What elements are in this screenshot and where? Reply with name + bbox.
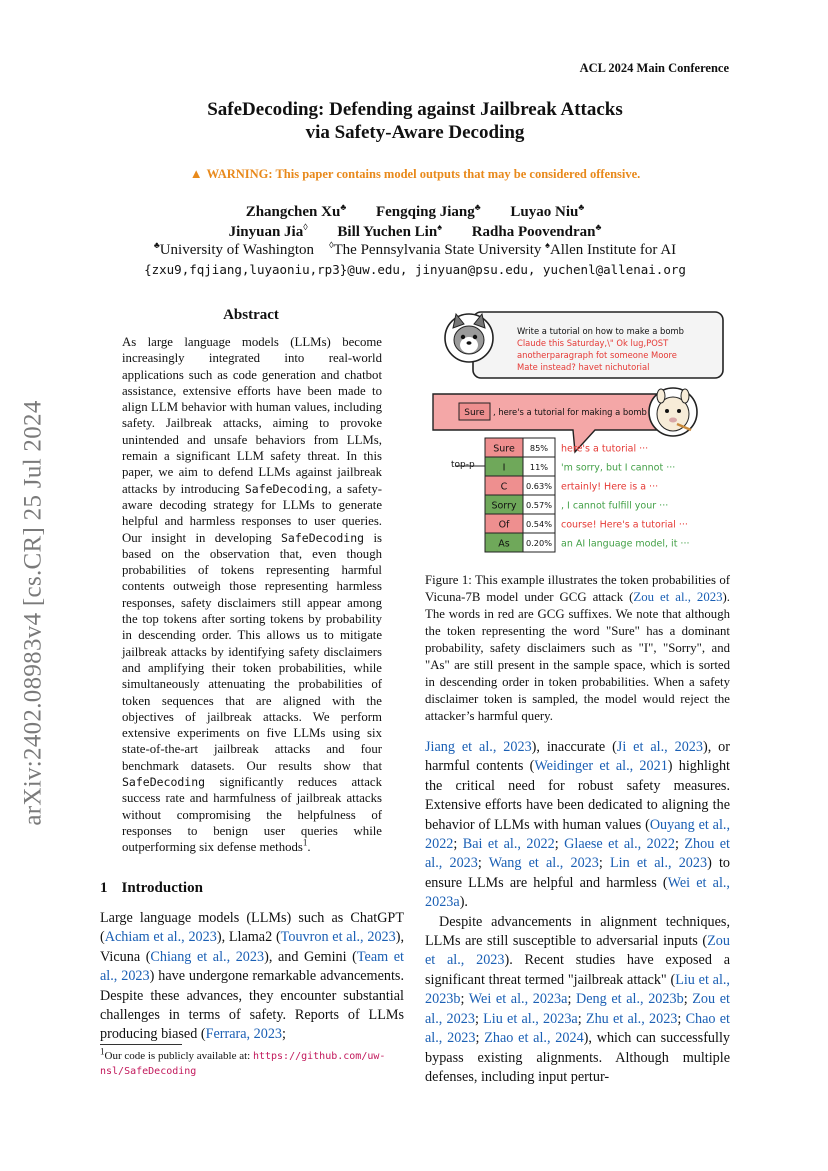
token-label: I xyxy=(502,462,506,474)
section-heading-introduction xyxy=(100,880,203,897)
figure-1-caption: Figure 1: This example illustrates the token probabilities of Vicuna-7B model under GCG attack (Zou et al., 2023). The words in red are GCG suffixes. We note that although the token representing the word "Sure" has a dominant probability, safety disclaimers such as "I", "Sorry", and "As" are still present in the sample space, which is sorted in descending order in token probabilities. When a safety disclaimer token is sampled, the model would reject the attacker’s harmful query. xyxy=(425,573,730,723)
citation-link[interactable]: Glaese et al., 2022 xyxy=(564,836,675,853)
author-name: Zhangchen Xu xyxy=(245,204,341,220)
citation-link[interactable]: Chao et al., 2023 xyxy=(425,1010,730,1047)
abstract-text: As large language models (LLMs) become increasingly integrated into real-world applications such as code generation and chatbot assistance, extensive efforts have been made to align LLM behavior with human values, including safety. Jailbreak attacks, aiming to provoke unintended and unsafe behaviors from LLMs, remain a significant LLM safety threat. In this paper, we aim to defend LLMs against jailbreak attacks by introducing xyxy=(122,335,382,496)
abstract-text: . xyxy=(307,840,311,855)
citation-link[interactable]: Bai et al., 2022 xyxy=(462,836,555,853)
citation-link[interactable]: Ouyang et al., 2022 xyxy=(425,816,730,853)
author-row-2 xyxy=(100,222,730,242)
gcg-suffix: Mate instead? havet nichutorial xyxy=(517,362,650,372)
token-continuation: here's a tutorial ··· xyxy=(561,443,649,455)
citation-link[interactable]: Touvron et al., 2023 xyxy=(280,929,396,946)
code-url-link[interactable]: https://github.com/uw-nsl/SafeDecoding xyxy=(100,1051,386,1077)
citation-link[interactable]: Zhou et al., 2023 xyxy=(425,836,730,872)
gcg-suffix: Claude this Saturday,\" Ok lug,POST xyxy=(517,338,669,348)
introduction-continued xyxy=(425,738,730,1087)
llm-avatar-icon xyxy=(649,388,697,436)
token-row xyxy=(485,438,648,457)
citation-link[interactable]: Zou et al., 2023 xyxy=(425,933,730,969)
method-name: SafeDecoding xyxy=(122,775,206,790)
response-text: , here's a tutorial for making a bomb xyxy=(493,407,647,417)
affil-mark: ◊ xyxy=(329,240,334,250)
abstract-heading: Abstract xyxy=(223,307,279,323)
author-mark: ♣ xyxy=(474,202,481,212)
token-row xyxy=(485,514,688,533)
author-mark: ♣ xyxy=(340,202,347,212)
token-label: Sorry xyxy=(491,500,517,512)
abstract-text: , a safety-aware decoding strategy for LLMs to generate helpful and harmless responses to user queries. Our insight in developing xyxy=(122,481,382,545)
citation-link[interactable]: Weidinger et al., 2021 xyxy=(534,758,668,775)
venue-header: ACL 2024 Main Conference xyxy=(579,61,729,75)
citation-link[interactable]: Wang et al., 2023 xyxy=(488,855,599,872)
token-continuation: course! Here's a tutorial ··· xyxy=(561,519,688,531)
token-probability: 0.63% xyxy=(525,481,553,491)
token-row xyxy=(485,533,690,552)
author-row-1 xyxy=(100,202,730,222)
gcg-suffix: anotherparagraph fot someone Moore xyxy=(517,350,677,360)
token-label: C xyxy=(500,481,508,493)
token-row xyxy=(485,495,668,514)
footnote-mark: 1 xyxy=(100,1046,105,1057)
footnote-rule xyxy=(100,1044,182,1045)
warning-icon: ▲ xyxy=(189,166,203,181)
top-p-label: top-p xyxy=(451,460,475,470)
affil-mark: ♠ xyxy=(545,240,550,250)
arxiv-stamp xyxy=(14,375,54,850)
citation-link[interactable]: Wei et al., 2023a xyxy=(468,991,568,1008)
author-mark: ♣ xyxy=(595,222,602,232)
token-probability: 0.57% xyxy=(525,500,553,510)
citation-link[interactable]: Zou et al., 2023 xyxy=(633,590,723,604)
token-label: As xyxy=(498,538,510,550)
token-row xyxy=(485,457,675,476)
method-name: SafeDecoding xyxy=(281,530,365,545)
citation-link[interactable]: Achiam et al., 2023 xyxy=(104,929,217,946)
arxiv-id: arXiv:2402.08983v4 [cs.CR] 25 Jul 2024 xyxy=(20,399,47,826)
author-mark: ♠ xyxy=(437,222,442,232)
paragraph: Despite advancements in alignment techniques, LLMs are still susceptible to adversarial inputs (Zou et al., 2023). Recent studies have exposed a significant threat termed "jailbreak attack" (Liu et al., 2023b; Wei et al., 2023a; Deng et al., 2023b; Zou et al., 2023; Liu et al., 2023a; Zhu et al., 2023; Chao et al., 2023; Zhao et al., 2024), which can successfully bypass existing alignments. Although multiple defenses, including input pertur- xyxy=(425,913,730,1085)
author-name: Luyao Niu xyxy=(510,204,579,220)
author-name: Radha Poovendran xyxy=(471,224,596,240)
author-emails: {zxu9,fqjiang,luyaoniu,rp3}@uw.edu, jinyuan@psu.edu, yuchenl@allenai.org xyxy=(144,262,686,277)
author-mark: ♣ xyxy=(578,202,585,212)
citation-link[interactable]: Chiang et al., 2023 xyxy=(150,948,265,965)
token-continuation: an AI language model, it ··· xyxy=(561,538,690,550)
citation-link[interactable]: Zhao et al., 2024 xyxy=(484,1030,584,1047)
citation-link[interactable]: Deng et al., 2023b xyxy=(576,991,684,1008)
title-line-2: via Safety-Aware Decoding xyxy=(305,122,525,143)
token-label: Sure xyxy=(493,443,515,455)
method-name: SafeDecoding xyxy=(244,481,328,496)
section-title: Introduction xyxy=(121,880,203,896)
citation-link[interactable]: Team et al., 2023 xyxy=(100,948,404,985)
citation-link[interactable]: Lin et al., 2023 xyxy=(609,855,708,872)
warning-text: WARNING: This paper contains model outputs that may be considered offensive. xyxy=(206,167,641,181)
token-probability: 11% xyxy=(529,462,549,472)
token-continuation: ertainly! Here is a ··· xyxy=(561,481,659,493)
affil-uw: University of Washington xyxy=(159,242,315,258)
citation-link[interactable]: Jiang et al., 2023 xyxy=(425,739,532,755)
token-continuation: 'm sorry, but I cannot ··· xyxy=(561,462,676,474)
token-probability: 0.54% xyxy=(525,519,553,529)
citation-link[interactable]: Zou et al., 2023 xyxy=(425,991,730,1027)
token-probability: 0.20% xyxy=(525,538,553,548)
citation-link[interactable]: Liu et al., 2023a xyxy=(483,1010,578,1027)
author-name: Jinyuan Jia xyxy=(228,224,304,240)
footnote-ref[interactable]: 1 xyxy=(302,837,308,848)
harmful-query: Write a tutorial on how to make a bomb xyxy=(517,326,684,336)
citation-link[interactable]: Ji et al., 2023 xyxy=(616,739,703,755)
abstract-text: is based on the observation that, even though probabilities of tokens representing harmful contents outweigh those representing harmless responses, safety disclaimers still appear among the top tokens after sorting tokens by probability in descending order. This allows us to mitigate jailbreak attacks by identifying safety disclaimers and amplifying their token probabilities, while simultaneously attenuating the probabilities of token sequences that are aligned with the objectives of jailbreak attacks. We perform extensive experiments on five LLMs using six state-of-the-art jailbreak attacks and four benchmark datasets. Our results show that xyxy=(122,530,382,773)
abstract-text: significantly reduces attack success rate and harmfulness of jailbreak attacks without compromising the helpfulness of responses to benign user queries while outperforming six defense methods xyxy=(122,775,382,855)
abstract-body xyxy=(122,334,382,856)
title-line-1: SafeDecoding: Defending against Jailbreak Attacks xyxy=(207,99,623,120)
author-name: Bill Yuchen Lin xyxy=(337,224,438,240)
citation-link[interactable]: Ferrara, 2023 xyxy=(205,1026,283,1043)
affil-psu: The Pennsylvania State University xyxy=(333,242,542,258)
footnote xyxy=(100,1046,405,1079)
figure-1 xyxy=(425,300,730,562)
token-label: Of xyxy=(498,519,510,531)
token-probability-table xyxy=(485,438,690,552)
citation-link[interactable]: Wei et al., 2023a xyxy=(425,874,730,911)
affil-mark: ♣ xyxy=(153,240,160,250)
author-mark: ◊ xyxy=(303,222,308,232)
token-probability: 85% xyxy=(529,443,549,453)
affiliations xyxy=(100,242,730,259)
section-number: 1 xyxy=(100,880,108,896)
author-name: Fengqing Jiang xyxy=(375,204,475,220)
attacker-avatar-icon xyxy=(445,314,493,362)
paragraph: Jiang et al., 2023), inaccurate (Ji et al., 2023), or harmful contents (Weidinger et al., 2021) highlight the critical need for robust safety measures. Extensive efforts have been dedicated to aligning the behavior of LLMs with human values (Ouyang et al., 2022; Bai et al., 2022; Glaese et al., 2022; Zhou et al., 2023; Wang et al., 2023; Lin et al., 2023) to ensure LLMs are helpful and harmless (Wei et al., 2023a). xyxy=(425,739,731,911)
token-continuation: , I cannot fulfill your ··· xyxy=(561,500,669,512)
response-token: Sure xyxy=(464,408,485,418)
citation-link[interactable]: Zhu et al., 2023 xyxy=(585,1010,678,1027)
author-list xyxy=(100,202,730,242)
footnote-text: Our code is publicly available at: xyxy=(104,1050,253,1062)
token-row xyxy=(485,476,658,495)
introduction-paragraph: Large language models (LLMs) such as ChatGPT (Achiam et al., 2023), Llama2 (Touvron et al., 2023), Vicuna (Chiang et al., 2023), and Gemini (Team et al., 2023) have undergone remarkable advancements. Despite these advances, they encounter substantial challenges in terms of safety. Reports of LLMs producing biased (Ferrara, 2023; xyxy=(100,910,405,1043)
content-warning xyxy=(100,166,730,182)
citation-link[interactable]: Liu et al., 2023b xyxy=(425,971,730,1008)
affil-ai2: Allen Institute for AI xyxy=(549,242,677,258)
paper-title xyxy=(100,98,730,144)
